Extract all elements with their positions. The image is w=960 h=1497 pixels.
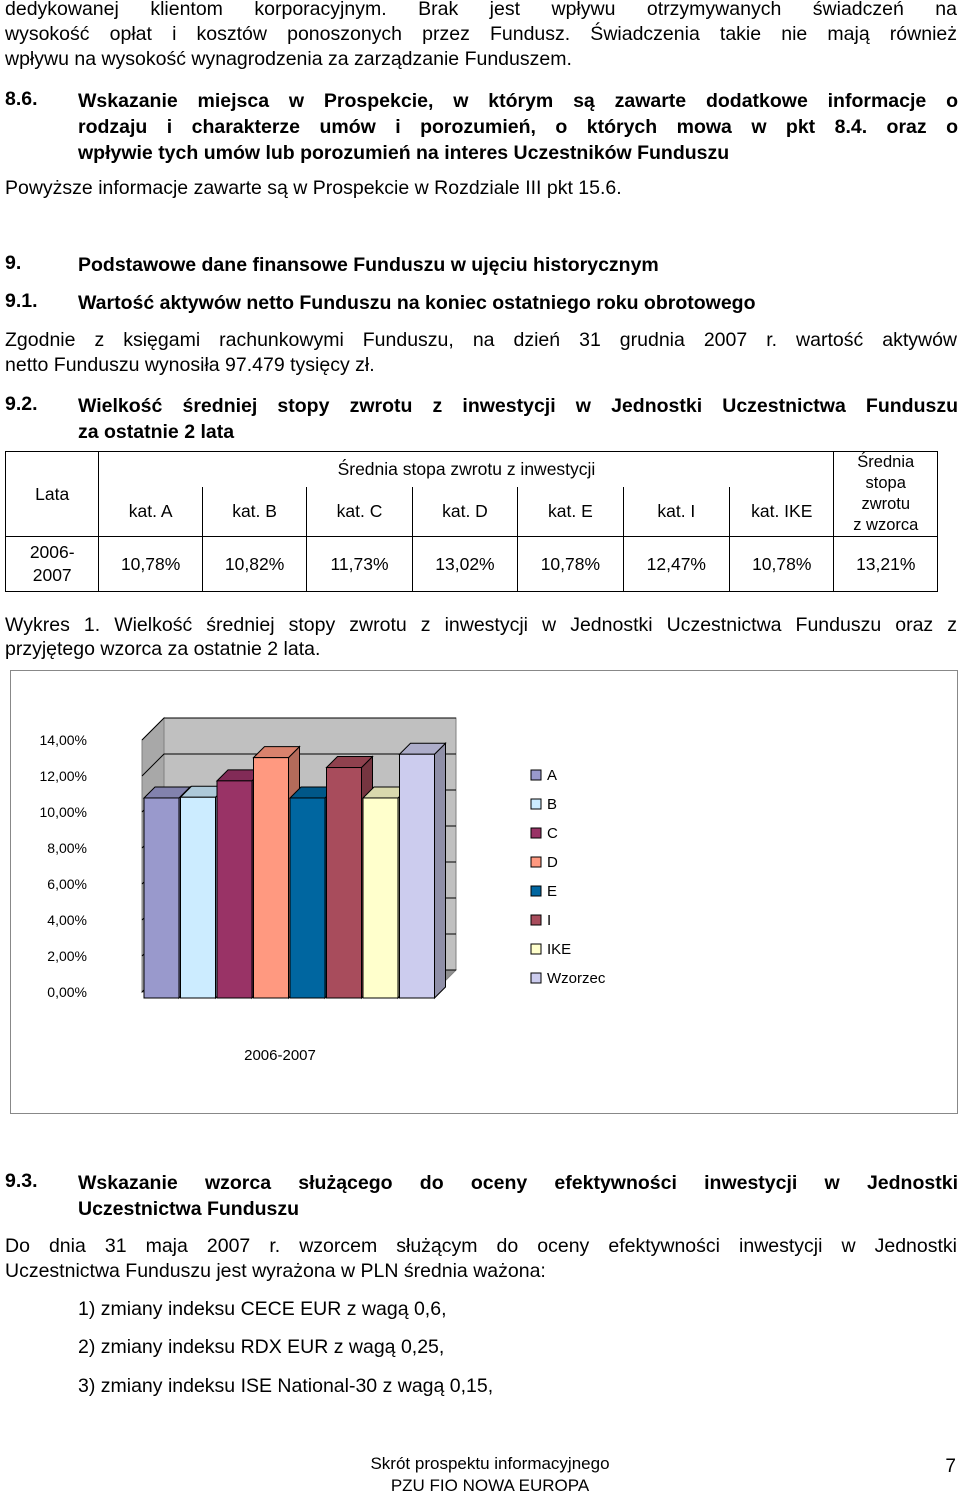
value-cell: 11,73%	[307, 537, 412, 592]
section-9-2-heading	[78, 393, 958, 445]
intro-paragraph	[5, 0, 957, 72]
header-lata: Lata	[6, 452, 99, 537]
svg-text:E: E	[547, 883, 558, 900]
section-9-2-number: 9.2.	[5, 393, 38, 415]
table-row	[6, 537, 938, 592]
heading-line: Wskazanie wzorca służącego do oceny efektywności inwestycji w Jednostki	[78, 1172, 958, 1194]
svg-text:I: I	[547, 912, 552, 929]
section-8-6-number: 8.6.	[5, 88, 38, 110]
heading-line: Uczestnictwa Funduszu	[78, 1198, 300, 1220]
header-benchmark: Średnia stopa zwrotu z wzorca	[834, 452, 938, 537]
intro-line: wpływu na wysokość wynagrodzenia za zarządzanie Funduszem.	[5, 48, 572, 70]
list-item: 2) zmiany indeksu RDX EUR z wagą 0,25,	[78, 1336, 445, 1358]
y-tick-label: 6,00%	[47, 876, 87, 892]
period-cell: 2006- 2007	[6, 537, 99, 592]
body-line: netto Funduszu wynosiła 97.479 tysięcy zł.	[5, 354, 375, 376]
body-line: Zgodnie z księgami rachunkowymi Funduszu, na dzień 31 grudnia 2007 r. wartość aktywów	[5, 329, 957, 351]
cat-cell: kat. E	[518, 487, 623, 537]
list-item: 3) zmiany indeksu ISE National-30 z wagą 0,15,	[78, 1375, 494, 1397]
svg-text:C: C	[547, 825, 558, 842]
table-header-row	[6, 452, 938, 487]
cat-cell: kat. D	[412, 487, 517, 537]
svg-text:Wzorzec: Wzorzec	[547, 970, 606, 987]
table-category-row	[6, 487, 938, 537]
cat-cell: kat. I	[623, 487, 729, 537]
y-tick-label: 2,00%	[47, 948, 87, 964]
returns-chart	[10, 670, 958, 1114]
chart-caption	[5, 613, 957, 661]
value-cell: 10,78%	[99, 537, 202, 592]
cat-cell: kat. C	[307, 487, 412, 537]
section-9-3-number: 9.3.	[5, 1170, 38, 1192]
list-item: 1) zmiany indeksu CECE EUR z wagą 0,6,	[78, 1298, 447, 1320]
header-group: Średnia stopa zwrotu z inwestycji	[99, 452, 834, 487]
cat-cell: kat. IKE	[730, 487, 834, 537]
value-cell: 10,78%	[518, 537, 623, 592]
y-tick-label: 0,00%	[47, 984, 87, 1000]
caption-line: przyjętego wzorca za ostatnie 2 lata.	[5, 638, 321, 660]
svg-text:A: A	[547, 767, 558, 784]
heading-line: Wielkość średniej stopy zwrotu z inwestycji w Jednostki Uczestnictwa Funduszu	[78, 395, 958, 417]
heading-line: Wskazanie miejsca w Prospekcie, w którym są zawarte dodatkowe informacje o	[78, 90, 958, 112]
body-line: Do dnia 31 maja 2007 r. wzorcem służącym do oceny efektywności inwestycji w Jednostki	[5, 1235, 957, 1257]
section-8-6-body: Powyższe informacje zawarte są w Prospekcie w Rozdziale III pkt 15.6.	[5, 177, 622, 199]
intro-line: dedykowanej klientom korporacyjnym. Brak jest wpływu otrzymywanych świadczeń na	[5, 0, 957, 20]
section-9-number: 9.	[5, 252, 22, 274]
section-9-1-body	[5, 328, 957, 378]
returns-table	[5, 451, 938, 592]
section-9-heading: Podstawowe dane finansowe Funduszu w ujęciu historycznym	[78, 254, 659, 276]
value-cell: 10,82%	[202, 537, 306, 592]
footer-fund-name: PZU FIO NOWA EUROPA	[390, 1476, 590, 1495]
heading-line: wpływie tych umów lub porozumień na interes Uczestników Funduszu	[78, 142, 730, 164]
svg-text:D: D	[547, 854, 558, 871]
section-9-1-heading: Wartość aktywów netto Funduszu na koniec ostatniego roku obrotowego	[78, 292, 756, 314]
y-tick-label: 14,00%	[39, 732, 87, 748]
value-cell: 12,47%	[623, 537, 729, 592]
y-tick-label: 12,00%	[39, 768, 87, 784]
value-cell: 13,21%	[834, 537, 938, 592]
page-number: 7	[945, 1456, 956, 1477]
heading-line: rodzaju i charakterze umów i porozumień, o których mowa w pkt 8.4. oraz o	[78, 116, 958, 138]
footer-title: Skrót prospektu informacyjnego	[370, 1454, 610, 1473]
value-cell: 13,02%	[412, 537, 517, 592]
y-tick-label: 10,00%	[39, 804, 87, 820]
value-cell: 10,78%	[730, 537, 834, 592]
body-line: Uczestnictwa Funduszu jest wyrażona w PLN średnia ważona:	[5, 1260, 546, 1282]
y-tick-label: 8,00%	[47, 840, 87, 856]
section-8-6-heading	[78, 88, 958, 166]
section-9-3-heading	[78, 1170, 958, 1222]
section-9-3-body	[5, 1234, 957, 1284]
section-9-1-number: 9.1.	[5, 290, 38, 312]
caption-line: Wykres 1. Wielkość średniej stopy zwrotu z inwestycji w Jednostki Uczestnictwa Funduszu oraz z	[5, 614, 957, 636]
cat-cell: kat. A	[99, 487, 202, 537]
chart-bar-wzorzec	[400, 743, 446, 998]
heading-line: za ostatnie 2 lata	[78, 421, 235, 443]
intro-line: wysokość opłat i kosztów ponoszonych przez Fundusz. Świadczenia takie nie mają również	[5, 23, 957, 45]
cat-cell: kat. B	[202, 487, 306, 537]
svg-text:B: B	[547, 796, 558, 813]
x-axis-label: 2006-2007	[244, 1047, 316, 1064]
y-tick-label: 4,00%	[47, 912, 87, 928]
svg-text:IKE: IKE	[547, 941, 572, 958]
